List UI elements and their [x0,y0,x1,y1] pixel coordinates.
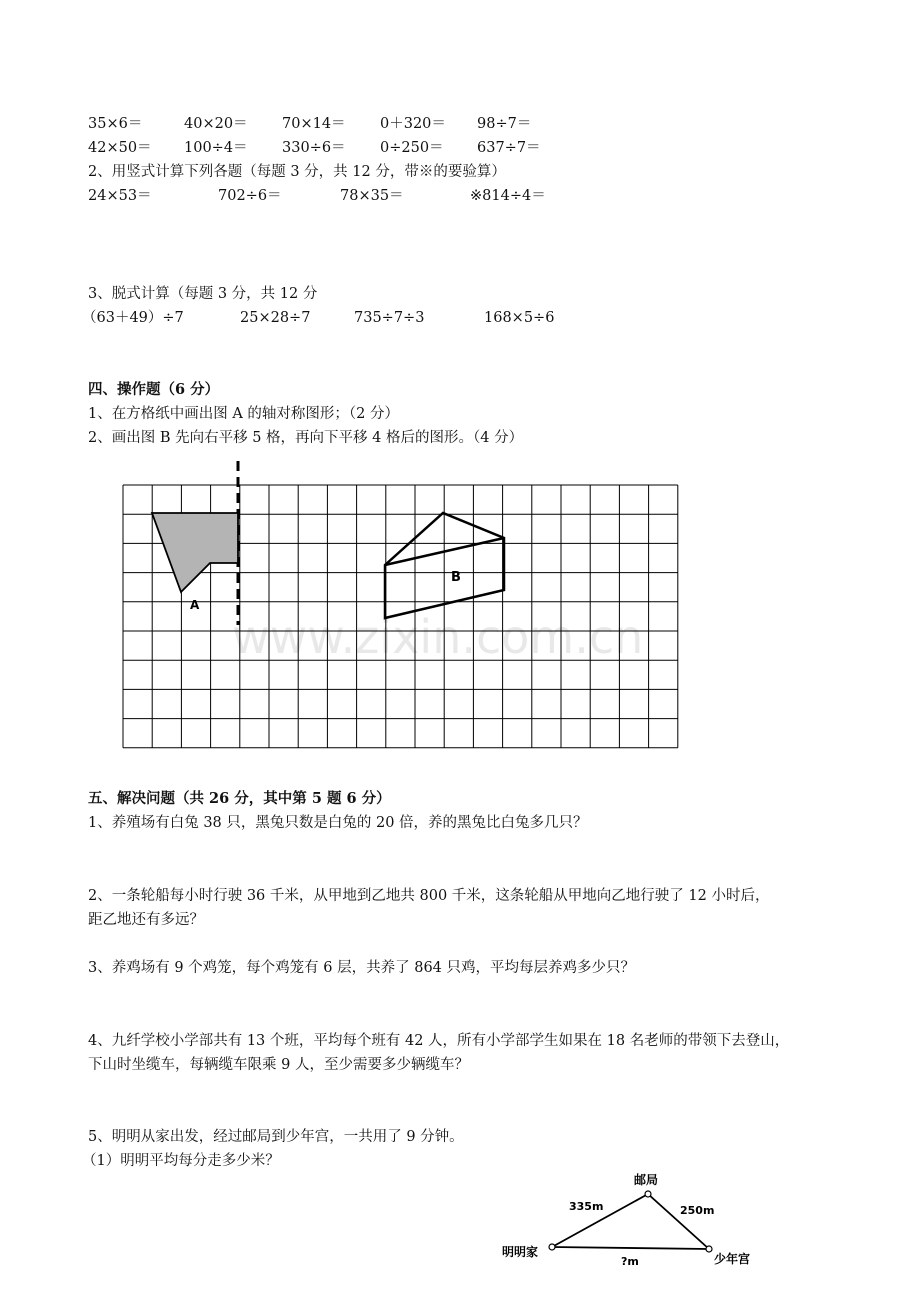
calc-item: 98÷7＝ [477,116,532,132]
dist-post-palace: 250m [680,1204,715,1217]
post-office-label: 邮局 [634,1173,659,1187]
route-home-palace [552,1247,709,1249]
calc-item: 0＋320＝ [380,116,446,132]
q3-title: 3、脱式计算（每题 3 分，共 12 分 [88,286,318,302]
dist-home-post: 335m [569,1200,604,1213]
route-post-palace [648,1194,709,1249]
calc-item: 168×5÷6 [484,310,555,326]
palace-label: 少年宫 [714,1252,751,1266]
section4-heading: 四、操作题（6 分） [88,381,220,398]
grid-figure [0,455,920,755]
section5-q4-line1: 4、九纤学校小学部共有 13 个班，平均每个班有 42 人，所有小学部学生如果在 18 名老师的带领下去登山， [88,1033,790,1049]
route-map [0,1162,920,1302]
label-b: B [451,570,461,585]
calc-item: 25×28÷7 [240,310,311,326]
calc-item: 735÷7÷3 [354,310,425,326]
post-office-point [645,1191,651,1197]
calc-item: 637÷7＝ [477,140,541,156]
section5-q5-sub1: （1）明明平均每分走多少米？ [82,1153,280,1169]
section5-heading: 五、解决问题（共 26 分，其中第 5 题 6 分） [88,790,391,807]
q2-title: 2、用竖式计算下列各题（每题 3 分，共 12 分，带※的要验算） [88,164,506,180]
calc-item: （63＋49）÷7 [82,310,184,326]
calc-item: 78×35＝ [340,188,404,204]
section4-q1: 1、在方格纸中画出图 A 的轴对称图形；（2 分） [88,406,399,422]
label-a: A [190,598,200,612]
calc-item: 40×20＝ [184,116,248,132]
calc-item: 42×50＝ [88,140,152,156]
dist-home-palace: ?m [621,1255,639,1268]
section5-q1: 1、养殖场有白兔 38 只，黑兔只数是白兔的 20 倍，养的黑兔比白兔多几只？ [88,815,588,831]
calc-item: 100÷4＝ [184,140,248,156]
calc-item: ※814÷4＝ [470,188,546,204]
calc-item: 330÷6＝ [282,140,346,156]
section4-q2: 2、画出图 B 先向右平移 5 格，再向下平移 4 格后的图形。（4 分） [88,430,524,446]
calc-item: 35×6＝ [88,116,143,132]
section5-q5: 5、明明从家出发，经过邮局到少年宫，一共用了 9 分钟。 [88,1129,464,1145]
watermark: www.zixin.com.cn [232,610,644,664]
home-label: 明明家 [502,1245,539,1259]
section5-q2-line1: 2、一条轮船每小时行驶 36 千米，从甲地到乙地共 800 千米，这条轮船从甲地向乙地行驶了 12 小时后， [88,888,770,904]
calc-item: 0÷250＝ [380,140,444,156]
section5-q4-line2: 下山时坐缆车，每辆缆车限乘 9 人，至少需要多少辆缆车？ [88,1057,469,1073]
section5-q3: 3、养鸡场有 9 个鸡笼，每个鸡笼有 6 层，共养了 864 只鸡，平均每层养鸡多少只？ [88,960,636,976]
home-point [549,1244,555,1250]
section5-q2-line2: 距乙地还有多远？ [88,912,204,928]
calc-item: 70×14＝ [282,116,346,132]
calc-item: 24×53＝ [88,188,152,204]
calc-item: 702÷6＝ [218,188,282,204]
shape-a [152,513,238,592]
palace-point [706,1246,712,1252]
